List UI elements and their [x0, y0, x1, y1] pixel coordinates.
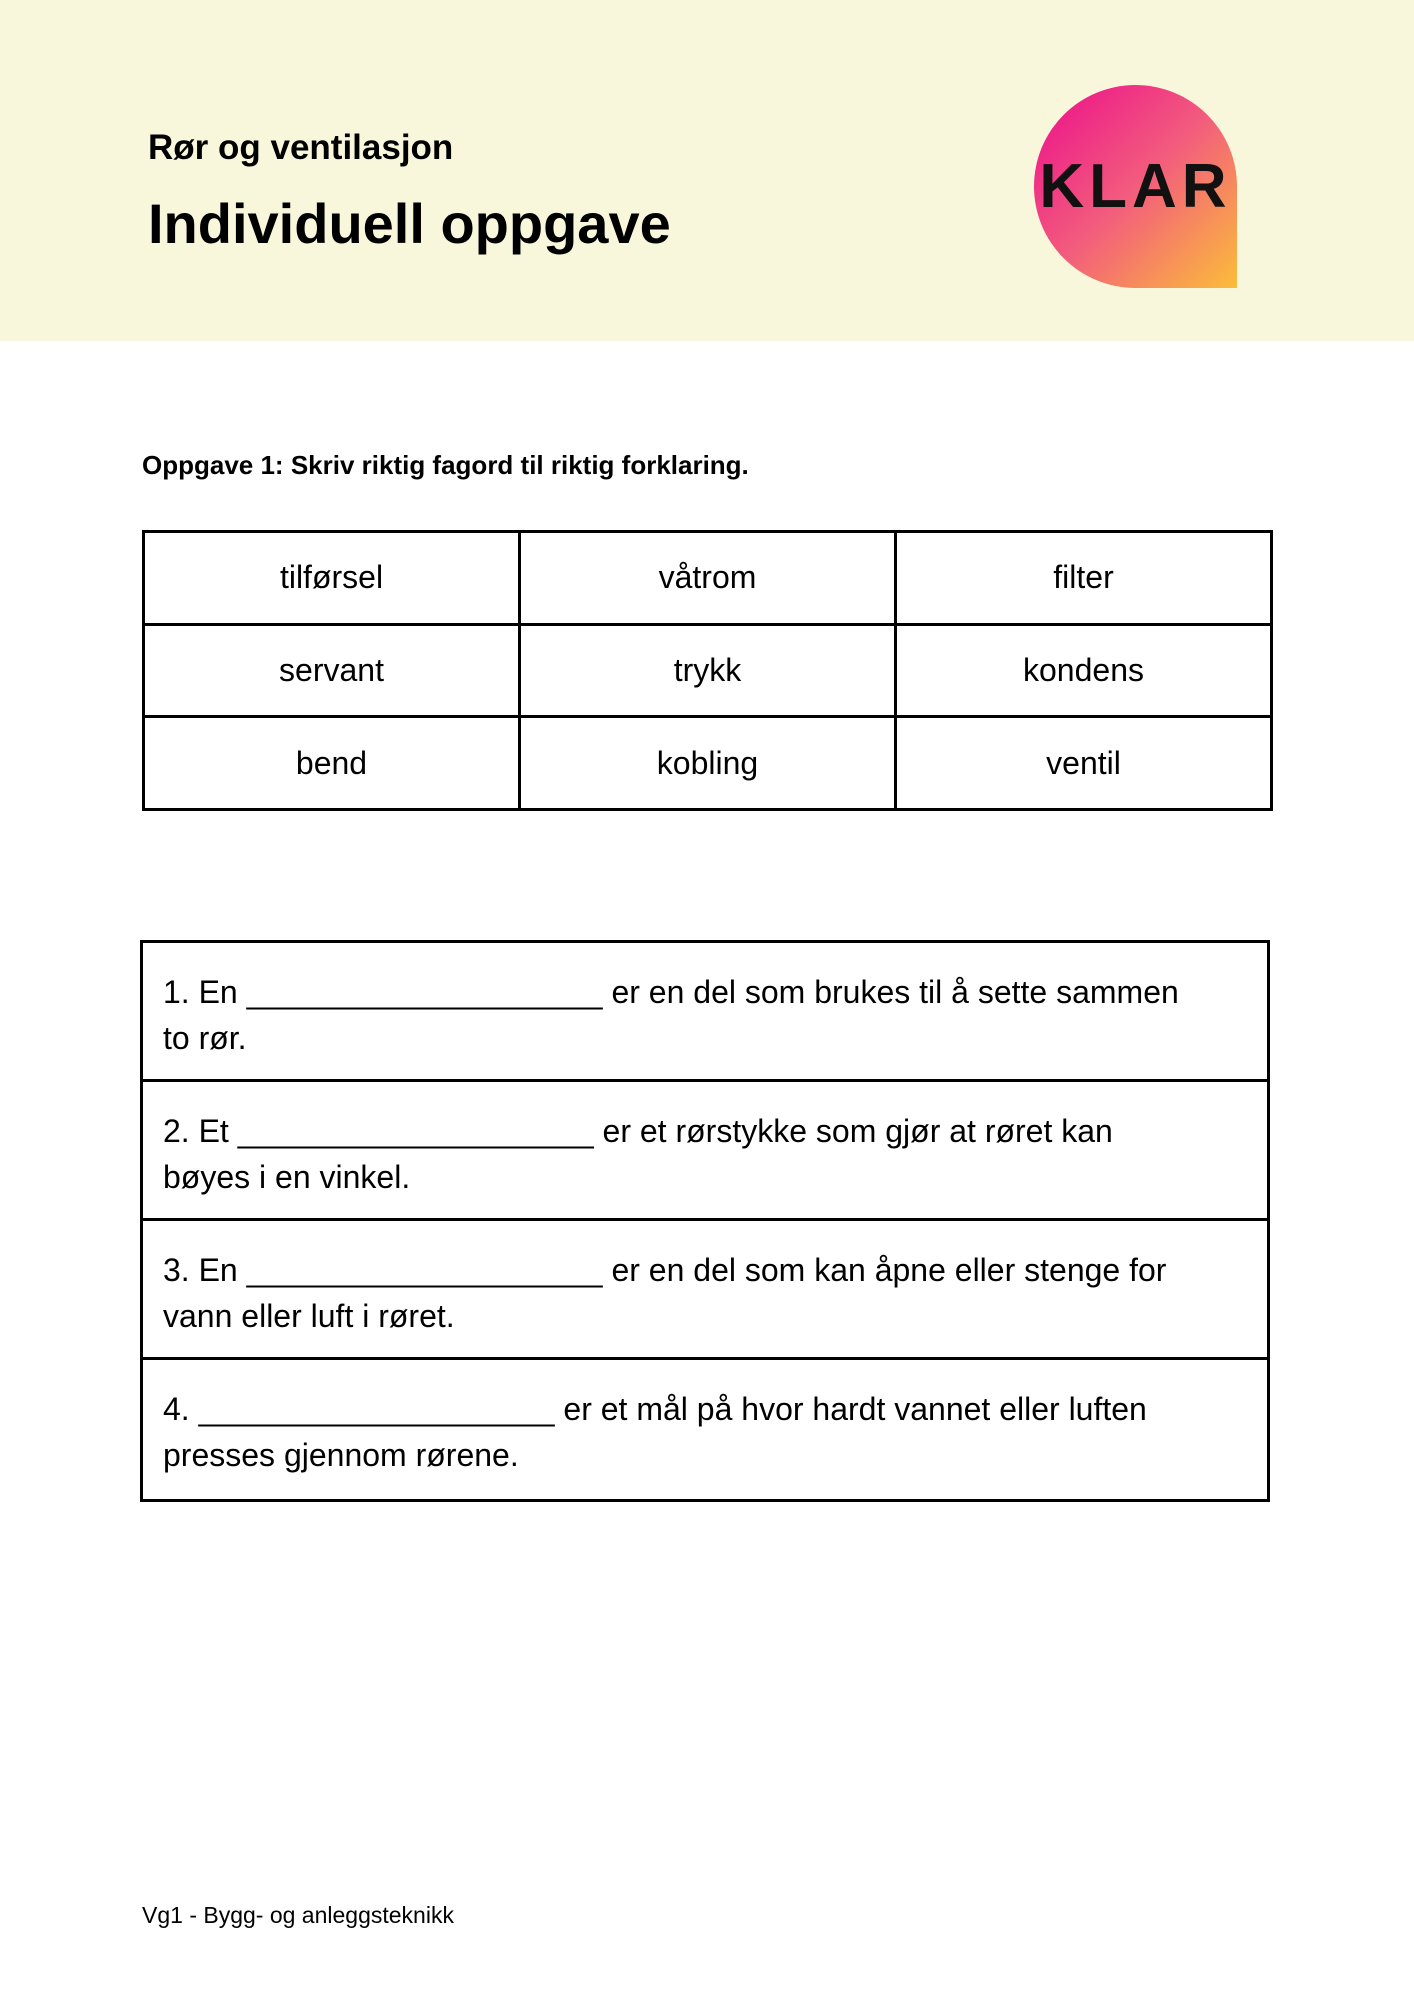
word-cell: bend [144, 717, 520, 810]
footer-text: Vg1 - Bygg- og anleggsteknikk [142, 1902, 454, 1928]
sentence-item: 3. En ____________________ er en del som kan åpne eller stenge for vann eller luft i røret. [143, 1221, 1267, 1360]
word-cell: trykk [520, 624, 896, 717]
word-cell: filter [896, 532, 1272, 625]
sentence-item: 2. Et ____________________ er et rørstykke som gjør at røret kan bøyes i en vinkel. [143, 1082, 1267, 1221]
word-cell: våtrom [520, 532, 896, 625]
page-title: Individuell oppgave [148, 192, 671, 255]
klar-logo [1034, 85, 1237, 288]
word-cell: ventil [896, 717, 1272, 810]
word-cell: tilførsel [144, 532, 520, 625]
word-table [142, 530, 1273, 811]
word-cell: kondens [896, 624, 1272, 717]
word-row [144, 717, 1272, 810]
word-row [144, 624, 1272, 717]
sentence-item: 1. En ____________________ er en del som brukes til å sette sammen to rør. [143, 943, 1267, 1082]
sentence-list [140, 940, 1270, 1502]
sentence-item: 4. ____________________ er et mål på hvor hardt vannet eller luften presses gjennom rørene. [163, 1391, 1147, 1473]
subject-title: Rør og ventilasjon [148, 128, 454, 167]
task-heading: Oppgave 1: Skriv riktig fagord til riktig forklaring. [142, 450, 749, 480]
word-cell: kobling [520, 717, 896, 810]
header-band [0, 0, 1414, 341]
logo-text: KLAR [1039, 152, 1232, 221]
word-cell: servant [144, 624, 520, 717]
word-row [144, 532, 1272, 625]
